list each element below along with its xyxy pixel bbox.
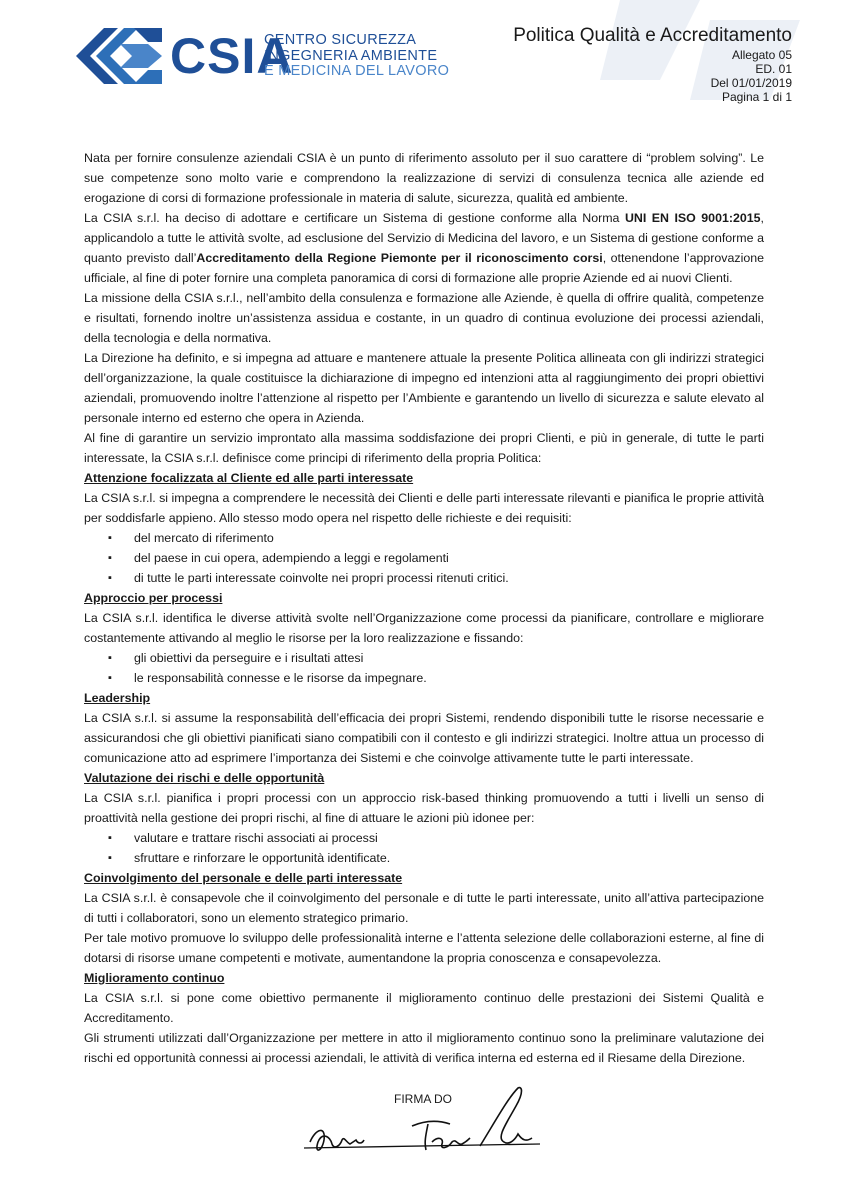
text-run: La CSIA s.r.l. ha deciso di adottare e certificare un Sistema di gestione conforme alla Norma (84, 211, 625, 225)
text-run: , ottenendone l’approvazione ufficiale, al fine di poter fornire una completa panoramica di corsi di formazione alle proprie Aziende ed ai nuovi Clienti. (84, 251, 764, 285)
section-heading-personnel-involvement: Coinvolgimento del personale e delle parti interessate (84, 871, 403, 885)
intro-paragraph-4: La Direzione ha definito, e si impegna ad attuare e mantenere attuale la presente Politica allineata con gli indirizzi strategici dell’organizzazione, la quale costituisce la dichiarazione di impegno ed intenzioni atta al raggiungimento dei propri obiettivi aziendali, promuovendo inoltre l’attenzione al rispetto per l’Ambiente e garantendo un livello di sicurezza e salute elevato al personale interno ed esterno che opera in Azienda. (84, 351, 764, 425)
section-text-personnel-involvement-2: Per tale motivo promuove lo sviluppo delle professionalità interne e l’attenta selezione delle collaborazioni esterne, al fine di dotarsi di risorse umane competenti e motivate, aumentandone la propria conoscenza e consapevolezza. (84, 931, 764, 965)
section-text-continuous-improvement-1: La CSIA s.r.l. si pone come obiettivo permanente il miglioramento continuo delle prestazioni dei Sistemi Qualità e Accreditamento. (84, 991, 764, 1025)
list-item: ▪ le responsabilità connesse e le risorse da impegnare. (84, 668, 764, 688)
edition-number: ED. 01 (755, 62, 792, 76)
document-date: Del 01/01/2019 (710, 76, 792, 90)
attachment-number: Allegato 05 (731, 48, 792, 62)
regional-accreditation: Accreditamento della Regione Piemonte per il riconoscimento corsi (196, 251, 603, 265)
section-heading-customer-focus: Attenzione focalizzata al Cliente ed alle parti interessate (84, 471, 414, 485)
section-text-continuous-improvement-2: Gli strumenti utilizzati dall’Organizzazione per mettere in atto il miglioramento continuo sono la preliminare valutazione dei rischi ed opportunità connessi ai processi aziendali, le attività di verifica interna ed esterna ed il Riesame della Direzione. (84, 1031, 764, 1065)
list-item: ▪ valutare e trattare rischi associati ai processi (84, 828, 764, 848)
document-header (513, 24, 792, 104)
csia-logo-mark-icon (74, 20, 166, 92)
company-logo (74, 20, 450, 92)
list-item: ▪ gli obiettivi da perseguire e i risultati attesi (84, 648, 764, 668)
intro-paragraph-1: Nata per fornire consulenze aziendali CSIA è un punto di riferimento assoluto per il suo carattere di “problem solving”. Le sue competenze sono molto varie e comprendono la realizzazione di servizi di consulenza tecnica alle aziende ed erogazione di corsi di formazione professionale in materia di salute, sicurezza, qualità ed ambiente. (84, 151, 764, 205)
intro-paragraph-5: Al fine di garantire un servizio improntato alla massima soddisfazione dei propri Clienti, e più in generale, di tutte le parti interessate, la CSIA s.r.l. definisce come principi di riferimento della propria Politica: (84, 431, 764, 465)
logo-subtitle (264, 32, 450, 80)
logo-subtitle-line3: E MEDICINA DEL LAVORO (264, 63, 450, 79)
intro-paragraph-3: La missione della CSIA s.r.l., nell’ambito della consulenza e formazione alle Aziende, è quella di offrire qualità, competenze e risultati, fornendo inoltre un’assistenza assidua e costante, in un quadro di continua evoluzione dei processi aziendali, della tecnologia e della normativa. (84, 291, 764, 345)
page-number: Pagina 1 di 1 (721, 90, 792, 104)
handwritten-signature (300, 1080, 550, 1180)
list-item: ▪ di tutte le parti interessate coinvolte nei propri processi ritenuti critici. (84, 568, 764, 588)
list-item: ▪ sfruttare e rinforzare le opportunità identificate. (84, 848, 764, 868)
section-text-customer-focus: La CSIA s.r.l. si impegna a comprendere le necessità dei Clienti e delle parti interessate rilevanti e pianifica le proprie attività per soddisfarle appieno. Allo stesso modo opera nel rispetto delle richieste e dei requisiti: (84, 491, 764, 525)
section-text-process-approach: La CSIA s.r.l. identifica le diverse attività svolte nell’Organizzazione come processi da pianificare, controllare e migliorare costantemente attivando al meglio le risorse per la loro realizzazione e fissando: (84, 611, 764, 645)
signature-label: FIRMA DO (394, 1092, 453, 1106)
intro-paragraph-2 (84, 208, 764, 288)
iso-standard: UNI EN ISO 9001:2015 (624, 211, 761, 225)
logo-brand-text: CSIA (170, 28, 294, 84)
logo-subtitle-line2: INGEGNERIA AMBIENTE (264, 47, 438, 64)
risk-assessment-list (84, 828, 764, 868)
customer-focus-list (84, 528, 764, 588)
section-text-personnel-involvement-1: La CSIA s.r.l. è consapevole che il coinvolgimento del personale e di tutte le parti interessate, unito all’attiva partecipazione di tutti i collaboratori, sono un elemento strategico primario. (84, 891, 764, 925)
section-heading-leadership: Leadership (84, 691, 151, 705)
document-body (84, 148, 764, 1068)
section-heading-continuous-improvement: Miglioramento continuo (84, 971, 225, 985)
document-title: Politica Qualità e Accreditamento (513, 25, 792, 46)
process-approach-list (84, 648, 764, 688)
logo-subtitle-line1: CENTRO SICUREZZA (264, 32, 417, 48)
text-run: , applicandolo a tutte le attività svolte, ad esclusione del Servizio di Medicina del lavoro, e un Sistema di gestione conforme a quanto previsto dall’ (84, 211, 764, 265)
list-item: ▪ del mercato di riferimento (84, 528, 764, 548)
section-heading-process-approach: Approccio per processi (84, 591, 223, 605)
section-text-leadership: La CSIA s.r.l. si assume la responsabilità dell’efficacia dei propri Sistemi, rendendo disponibili tutte le risorse necessarie e assicurandosi che gli obiettivi pianificati siano compatibili con il contesto e gli indirizzi strategici. Inoltre attua un processo di comunicazione atto ad esprimere l’importanza dei Sistemi e che coinvolge attivamente tutte le parti interessate. (84, 711, 764, 765)
section-text-risk-assessment: La CSIA s.r.l. pianifica i propri processi con un approccio risk-based thinking promuovendo a tutti i livelli un senso di proattività nella gestione dei propri rischi, al fine di attuare le azioni più idonee per: (84, 791, 764, 825)
list-item: ▪ del paese in cui opera, adempiendo a leggi e regolamenti (84, 548, 764, 568)
section-heading-risk-assessment: Valutazione dei rischi e delle opportunità (84, 771, 325, 785)
